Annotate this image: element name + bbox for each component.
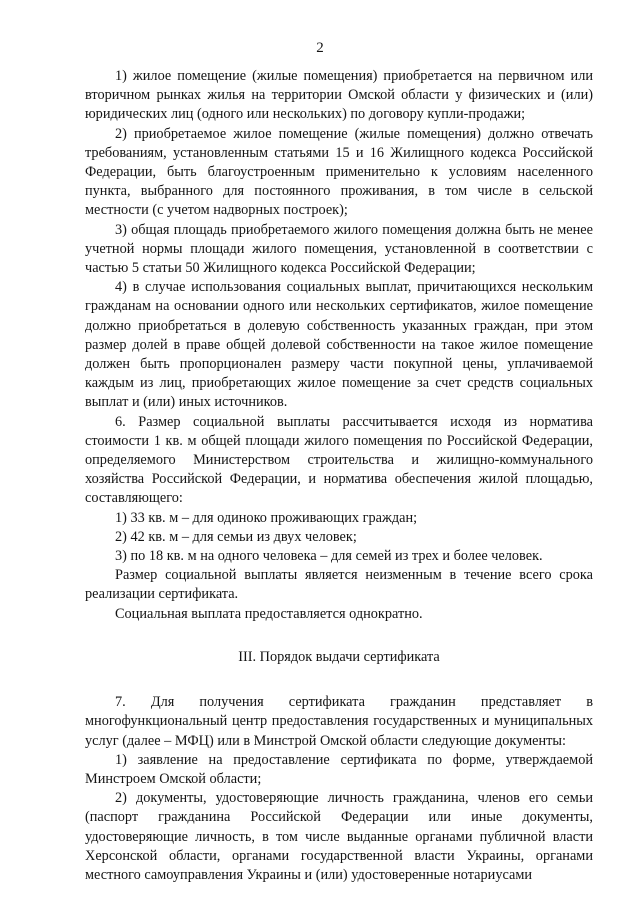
paragraph-total-area: 3) общая площадь приобретаемого жилого помещения должна быть не менее учетной нормы площади жилого помещения, установленной в соответствии с частью 5 статьи 50 Жилищного кодекса Российской Федерации;	[85, 221, 593, 277]
paragraph-payment-size: 6. Размер социальной выплаты рассчитывается исходя из норматива стоимости 1 кв. м общей площади жилого помещения по Российской Федерации, определяемого Министерством строительства и жилищно-коммунального хозяйства Российской Федерации, и норматива обеспечения жилой площадью, составляющего:	[85, 413, 593, 507]
paragraph-housing-acquisition: 1) жилое помещение (жилые помещения) приобретается на первичном или вторичном рынках жилья на территории Омской области у физических и (или) юридических лиц (одного или нескольких) по договору купли-продажи;	[85, 68, 593, 123]
paragraph-payment-fixed: Размер социальной выплаты является неизменным в течение всего срока реализации сертификата.	[85, 567, 593, 603]
list-item-norm-two: 2) 42 кв. м – для семьи из двух человек;	[115, 528, 357, 545]
list-item-norm-single: 1) 33 кв. м – для одиноко проживающих граждан;	[115, 509, 418, 526]
list-item-application: 1) заявление на предоставление сертификата по форме, утверждаемой Минстроем Омской области;	[85, 751, 593, 787]
paragraph-housing-requirements: 2) приобретаемое жилое помещение (жилые помещения) должно отвечать требованиям, установленным статьями 15 и 16 Жилищного кодекса Российской Федерации, быть благоустроенным применительно к условиям населенного пункта, выбранного для постоянного проживания, в том числе в сельской местности (с учетом надворных построек);	[85, 125, 593, 219]
paragraph-shared-ownership: 4) в случае использования социальных выплат, причитающихся нескольким гражданам на основании одного или нескольких сертификатов, жилое помещение должно приобретаться в долевую собственность указанных граждан, при этом размер долей в праве общей долевой собственности на такое жилое помещение должен быть пропорционален размеру части покупной цены, уплачиваемой каждым из лиц, приобретающих жилое помещение за счет средств социальных выплат и (или) иных источников.	[85, 279, 593, 411]
page-number: 2	[316, 40, 324, 56]
document-body	[85, 67, 593, 885]
section-heading: III. Порядок выдачи сертификата	[238, 648, 440, 665]
paragraph-payment-once: Социальная выплата предоставляется однократно.	[115, 605, 423, 622]
list-item-identity-documents: 2) документы, удостоверяющие личность гражданина, членов его семьи (паспорт гражданина Российской Федерации или иные документы, удостоверяющие личность, в том числе выданные органами публичной власти Херсонской области, органами государственной власти Украины, органами местного самоуправления Украины и (или) удостоверенные нотариусами	[85, 790, 593, 883]
list-item-norm-three-plus: 3) по 18 кв. м на одного человека – для семей из трех и более человек.	[115, 548, 543, 565]
paragraph-documents-intro: 7. Для получения сертификата гражданин представляет в многофункциональный центр предоставления государственных и муниципальных услуг (далее – МФЦ) или в Минстрой Омской области следующие документы:	[85, 694, 593, 749]
